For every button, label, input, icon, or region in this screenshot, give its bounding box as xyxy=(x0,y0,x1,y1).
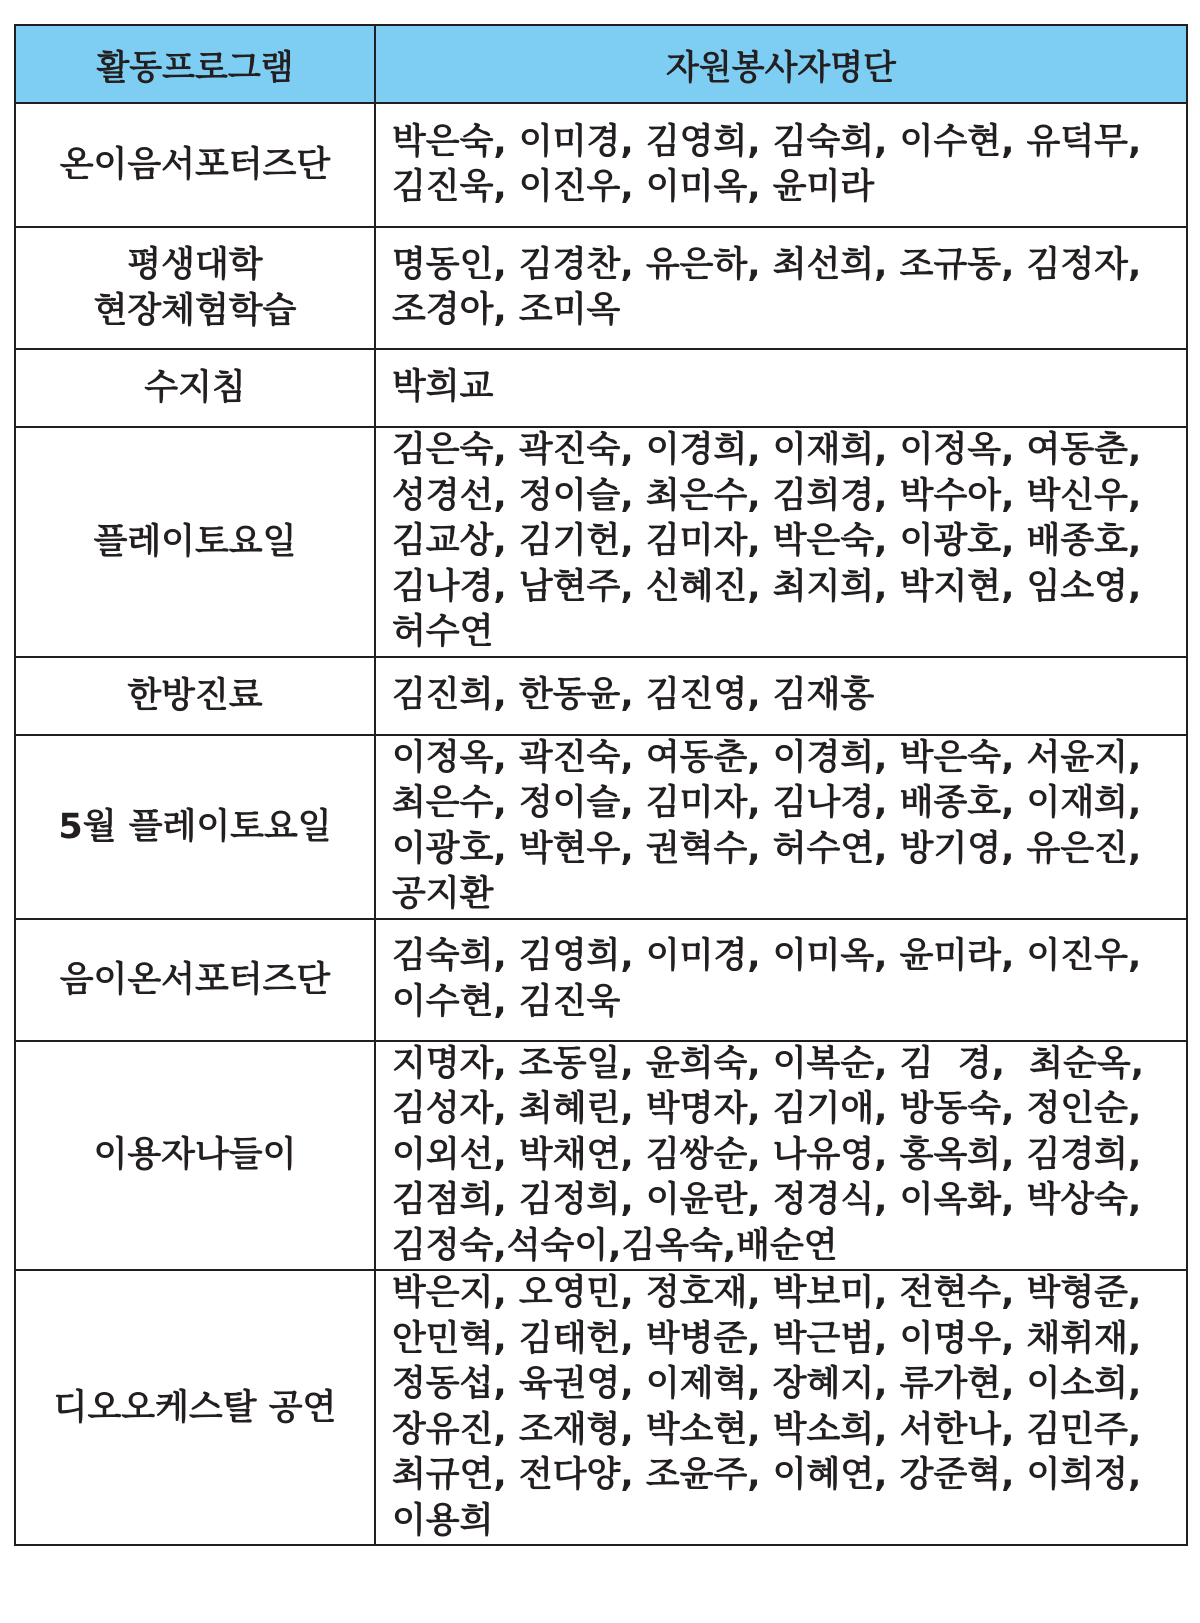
header-row xyxy=(15,25,1187,103)
volunteer-names-line: 안민혁, 김태헌, 박병준, 박근범, 이명우, 채휘재, xyxy=(392,1318,1142,1359)
table-row xyxy=(15,103,1187,227)
volunteer-names-line: 김교상, 김기헌, 김미자, 박은숙, 이광호, 배종호, xyxy=(392,521,1142,561)
program-cell xyxy=(15,735,375,919)
volunteer-names-line: 최규연, 전다양, 조윤주, 이혜연, 강준혁, 이희정, xyxy=(392,1455,1142,1495)
program-name-line: 이용자나들이 xyxy=(93,1135,297,1176)
program-cell xyxy=(15,103,375,227)
program-name-line: 수지침 xyxy=(144,368,246,408)
table-row xyxy=(15,919,1187,1041)
program-name-line: 평생대학 xyxy=(127,245,263,285)
volunteer-names-cell xyxy=(375,735,1187,919)
volunteer-names-line: 이정옥, 곽진숙, 여동춘, 이경희, 박은숙, 서윤지, xyxy=(392,737,1142,778)
program-column-header: 활동프로그램 xyxy=(15,25,375,103)
volunteer-names-line: 지명자, 조동일, 윤희숙, 이복순, 김 경, 최순옥, xyxy=(392,1043,1145,1084)
volunteer-names-cell xyxy=(375,1041,1187,1271)
volunteer-names-line: 허수연 xyxy=(392,612,494,652)
volunteer-names-line: 박희교 xyxy=(392,367,494,408)
volunteer-names-cell xyxy=(375,657,1187,735)
volunteer-names-cell xyxy=(375,349,1187,427)
volunteer-names-line: 김점희, 김정희, 이윤란, 정경식, 이옥화, 박상숙, xyxy=(392,1180,1142,1220)
volunteer-names-line: 성경선, 정이슬, 최은수, 김희경, 박수아, 박신우, xyxy=(392,475,1142,516)
volunteer-names-line: 김진욱, 이진우, 이미옥, 윤미라 xyxy=(392,167,875,207)
volunteer-names-line: 김나경, 남현주, 신혜진, 최지희, 박지현, 임소영, xyxy=(392,566,1142,607)
volunteer-names-line: 명동인, 김경찬, 유은하, 최선희, 조규동, 김정자, xyxy=(392,244,1142,285)
volunteer-names-line: 공지환 xyxy=(392,874,494,914)
volunteer-names-line: 이용희 xyxy=(392,1500,494,1541)
program-name-line: 5월 플레이토요일 xyxy=(58,806,332,847)
program-cell xyxy=(15,657,375,735)
table-row xyxy=(15,1270,1187,1545)
volunteer-names-line: 이수현, 김진욱 xyxy=(392,981,621,1022)
table-row xyxy=(15,349,1187,427)
volunteer-names-cell xyxy=(375,919,1187,1041)
program-cell xyxy=(15,1041,375,1271)
volunteer-names-line: 최은수, 정이슬, 김미자, 김나경, 배종호, 이재희, xyxy=(392,783,1142,823)
volunteer-names-line: 박은숙, 이미경, 김영희, 김숙희, 이수현, 유덕무, xyxy=(392,121,1142,162)
program-cell xyxy=(15,349,375,427)
table-row xyxy=(15,227,1187,349)
table-row xyxy=(15,1041,1187,1271)
program-name-line: 현장체험학습 xyxy=(93,291,297,331)
volunteer-names-line: 정동섭, 육권영, 이제혁, 장혜지, 류가현, 이소희, xyxy=(392,1364,1142,1404)
program-cell xyxy=(15,1270,375,1545)
program-name-line: 플레이토요일 xyxy=(93,521,297,562)
volunteer-list-column-header: 자원봉사자명단 xyxy=(375,25,1187,103)
program-name-line: 디오오케스탈 공연 xyxy=(53,1387,337,1428)
volunteer-names-line: 김성자, 최혜린, 박명자, 김기애, 방동숙, 정인순, xyxy=(392,1089,1142,1129)
volunteer-names-cell xyxy=(375,103,1187,227)
program-cell xyxy=(15,919,375,1041)
program-name-line: 온이음서포터즈단 xyxy=(59,145,331,185)
program-name-line: 한방진료 xyxy=(127,675,263,716)
volunteer-names-line: 이외선, 박채연, 김쌍순, 나유영, 홍옥희, 김경희, xyxy=(392,1134,1142,1175)
volunteer-names-line: 장유진, 조재형, 박소현, 박소희, 서한나, 김민주, xyxy=(392,1409,1142,1450)
volunteer-names-cell xyxy=(375,227,1187,349)
table-row xyxy=(15,427,1187,657)
volunteer-names-line: 김은숙, 곽진숙, 이경희, 이재희, 이정옥, 여동춘, xyxy=(392,430,1142,470)
volunteer-roster-table xyxy=(14,24,1188,1546)
volunteer-names-line: 박은지, 오영민, 정호재, 박보미, 전현수, 박형준, xyxy=(392,1273,1142,1313)
program-cell xyxy=(15,427,375,657)
program-name-line: 음이온서포터즈단 xyxy=(59,959,331,1000)
volunteer-names-cell xyxy=(375,1270,1187,1545)
program-cell xyxy=(15,227,375,349)
volunteer-names-line: 김정숙,석숙이,김옥숙,배순연 xyxy=(392,1225,838,1266)
volunteer-names-line: 조경아, 조미옥 xyxy=(392,290,621,330)
table-row xyxy=(15,735,1187,919)
volunteer-names-line: 이광호, 박현우, 권혁수, 허수연, 방기영, 유은진, xyxy=(392,828,1142,869)
volunteer-names-line: 김진희, 한동윤, 김진영, 김재홍 xyxy=(392,674,875,715)
roster-body xyxy=(15,103,1187,1545)
table-row xyxy=(15,657,1187,735)
volunteer-names-line: 김숙희, 김영희, 이미경, 이미옥, 윤미라, 이진우, xyxy=(392,936,1142,976)
volunteer-names-cell xyxy=(375,427,1187,657)
